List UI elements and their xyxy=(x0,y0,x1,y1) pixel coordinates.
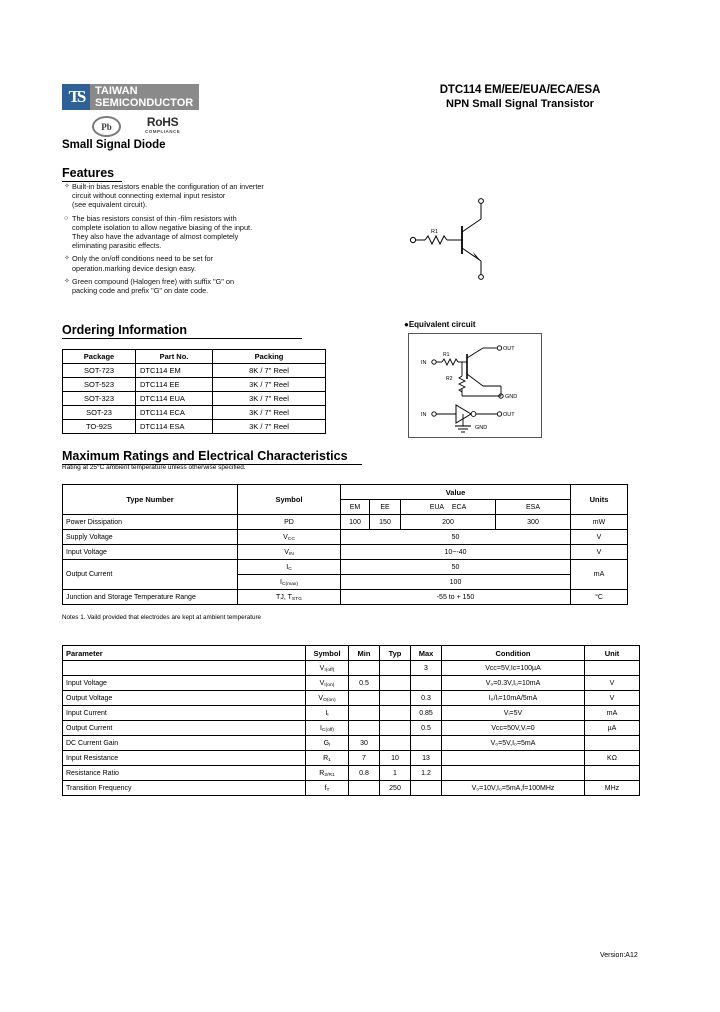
column-header-max: Max xyxy=(411,646,442,661)
feature-line: complete isolation to allow negative biasing of the input. xyxy=(72,222,253,232)
subheader-eca: ECA xyxy=(451,503,467,511)
eq-in-label-1: IN xyxy=(421,360,427,366)
equivalent-circuit-label: ●Equivalent circuit xyxy=(404,320,476,329)
column-header-unit: Unit xyxy=(585,646,640,661)
row-label-temperature-range: Junction and Storage Temperature Range xyxy=(63,590,238,605)
cell-typ xyxy=(380,706,411,721)
unit-supply-voltage: V xyxy=(571,530,628,545)
symbol-vin xyxy=(238,545,341,560)
cell-min xyxy=(349,691,380,706)
rating-condition-note: Rating at 25°C ambient temperature unless otherwise specified. xyxy=(62,464,246,471)
cell-parameter: Output Voltage xyxy=(63,691,306,706)
eq-gnd-label-2: GND xyxy=(475,425,488,431)
value-input-voltage: 10~-40 xyxy=(341,545,571,560)
unit-temperature: °C xyxy=(571,590,628,605)
symbol-ic xyxy=(238,560,341,575)
cell-package: SOT-323 xyxy=(63,392,136,406)
cell-packing: 3K / 7" Reel xyxy=(213,406,326,420)
table-row xyxy=(63,676,640,691)
cell-unit: µA xyxy=(585,721,640,736)
symbol-ic-max xyxy=(238,575,341,590)
cell-unit xyxy=(585,766,640,781)
cell-unit xyxy=(585,661,640,676)
cell-part-no: DTC114 ECA xyxy=(136,406,213,420)
value-supply-voltage: 50 xyxy=(341,530,571,545)
symbol-main: V xyxy=(283,533,288,541)
feature-line: (see equivalent circuit). xyxy=(72,200,148,210)
device-type-title: NPN Small Signal Transistor xyxy=(446,98,594,110)
cell-parameter: Resistance Ratio xyxy=(63,766,306,781)
cell-parameter: Output Current xyxy=(63,721,306,736)
document-subtitle: Small Signal Diode xyxy=(62,139,166,151)
eq-out-label-2: OUT xyxy=(503,412,515,418)
table-row xyxy=(63,736,640,751)
symbol-main: I xyxy=(286,563,289,571)
cell-parameter: Input Voltage xyxy=(63,676,306,691)
symbol-pd: PD xyxy=(238,515,341,530)
table-row xyxy=(63,691,640,706)
cell-min: 7 xyxy=(349,751,380,766)
ordering-information-table xyxy=(62,349,326,434)
symbol-main: TJ, T xyxy=(276,593,292,601)
table-row xyxy=(63,706,640,721)
column-header-parameter: Parameter xyxy=(63,646,306,661)
value-pd-eua: 200 xyxy=(401,515,496,530)
table-row xyxy=(63,420,326,434)
symbol-sub: STG xyxy=(291,596,302,602)
feature-line: circuit without connecting external input resistor xyxy=(72,191,226,201)
table-row xyxy=(63,378,326,392)
cell-typ: 1 xyxy=(380,766,411,781)
cell-condition: V₀=0.3V,I₀=10mA xyxy=(442,676,585,691)
schematic-r1-label: R1 xyxy=(431,229,439,235)
column-header-symbol: Symbol xyxy=(306,646,349,661)
cell-condition: V₀=10V,I₀=5mA,f=100MHz xyxy=(442,781,585,796)
row-label-supply-voltage: Supply Voltage xyxy=(63,530,238,545)
symbol-sub: C xyxy=(288,566,292,572)
cell-min: 30 xyxy=(349,736,380,751)
cell-unit: V xyxy=(585,676,640,691)
symbol-tj-tstg xyxy=(238,590,341,605)
cell-min: 0.5 xyxy=(349,676,380,691)
unit-output-current: mA xyxy=(571,560,628,590)
cell-symbol: $V_{I(on)}$ xyxy=(306,676,349,691)
cell-unit xyxy=(585,736,640,751)
cell-max: 13 xyxy=(411,751,442,766)
table-footnote: Notes 1. Vaild provided that electrodes are kept at ambient temperature xyxy=(62,614,262,621)
value-temperature-range: -55 to + 150 xyxy=(341,590,571,605)
unit-pd: mW xyxy=(571,515,628,530)
cell-package: SOT-723 xyxy=(63,364,136,378)
table-row xyxy=(63,590,628,605)
value-output-current: 50 xyxy=(341,560,571,575)
cell-parameter: Input Current xyxy=(63,706,306,721)
subcolumn-header-eua-eca xyxy=(401,500,496,515)
cell-typ: 10 xyxy=(380,751,411,766)
table-row xyxy=(63,751,640,766)
cell-typ: 250 xyxy=(380,781,411,796)
feature-line: packing code and prefix "G" on date code. xyxy=(72,286,209,296)
table-header-row xyxy=(63,646,640,661)
cell-max: 3 xyxy=(411,661,442,676)
value-output-current-max: 100 xyxy=(341,575,571,590)
feature-bullet-icon: ✧ xyxy=(64,183,70,190)
logo-line-2: SEMICONDUCTOR xyxy=(95,97,194,109)
rohs-sublabel: COMPLIANCE xyxy=(145,128,181,134)
cell-symbol: $R_1$ xyxy=(306,751,349,766)
cell-condition: Vᴄᴄ=50V,Vᵢ=0 xyxy=(442,721,585,736)
feature-item xyxy=(64,182,312,210)
eq-r1-label: R1 xyxy=(443,352,450,358)
rohs-badge xyxy=(145,114,181,137)
transistor-schematic-diagram xyxy=(405,193,525,283)
row-label-power-dissipation: Power Dissipation xyxy=(63,515,238,530)
eq-r2-label: R2 xyxy=(446,376,453,382)
rohs-label: RoHS xyxy=(146,114,179,129)
cell-min: 0.8 xyxy=(349,766,380,781)
cell-parameter: Input Resistance xyxy=(63,751,306,766)
cell-condition: V₀=5V,I₀=5mA xyxy=(442,736,585,751)
eq-out-label-1: OUT xyxy=(503,346,515,352)
cell-condition xyxy=(442,766,585,781)
table-header-row xyxy=(63,485,628,500)
column-header-typ: Typ xyxy=(380,646,411,661)
logo-mark-icon: TS xyxy=(62,84,90,110)
column-header-package: Package xyxy=(63,350,136,364)
table-row xyxy=(63,560,628,575)
feature-line: operation.marking device design easy. xyxy=(72,263,196,273)
feature-line: eliminating parasitic effects. xyxy=(72,241,162,251)
cell-packing: 3K / 7" Reel xyxy=(213,392,326,406)
column-header-packing: Packing xyxy=(213,350,326,364)
feature-item xyxy=(64,277,312,295)
ordering-information-heading: Ordering Information xyxy=(62,323,302,339)
feature-item xyxy=(64,254,312,272)
cell-unit: KΩ xyxy=(585,751,640,766)
row-label-input-voltage: Input Voltage xyxy=(63,545,238,560)
features-list xyxy=(64,182,312,299)
cell-symbol: $V_{O(on)}$ xyxy=(306,691,349,706)
cell-max: 0.3 xyxy=(411,691,442,706)
value-pd-esa: 300 xyxy=(496,515,571,530)
symbol-main: V xyxy=(284,548,289,556)
cell-symbol: $R_{2/R1}$ xyxy=(306,766,349,781)
unit-input-voltage: V xyxy=(571,545,628,560)
cell-part-no: DTC114 ESA xyxy=(136,420,213,434)
cell-symbol: $G_I$ xyxy=(306,736,349,751)
cell-typ xyxy=(380,736,411,751)
maximum-ratings-heading: Maximum Ratings and Electrical Characteristics xyxy=(62,449,362,465)
cell-symbol: $f_T$ xyxy=(306,781,349,796)
cell-symbol: $V_{I(off)}$ xyxy=(306,661,349,676)
cell-condition: Vᵢ=5V xyxy=(442,706,585,721)
table-row xyxy=(63,406,326,420)
column-header-type-number: Type Number xyxy=(63,485,238,515)
table-row xyxy=(63,545,628,560)
column-header-units: Units xyxy=(571,485,628,515)
cell-package: SOT-23 xyxy=(63,406,136,420)
feature-line: They also have the advantage of almost completely xyxy=(72,232,239,242)
feature-line: Green compound (Halogen free) with suffix "G" on xyxy=(72,276,235,286)
cell-unit: mA xyxy=(585,706,640,721)
feature-bullet-icon: ✧ xyxy=(64,277,70,285)
table-row xyxy=(63,721,640,736)
symbol-main: I xyxy=(280,578,282,586)
cell-packing: 3K / 7" Reel xyxy=(213,420,326,434)
feature-bullet-icon: ✧ xyxy=(64,255,70,263)
cell-max: 0.85 xyxy=(411,706,442,721)
symbol-sub: CC xyxy=(287,536,295,542)
part-number-title: DTC114 EM/EE/EUA/ECA/ESA xyxy=(439,84,601,96)
eq-in-label-2: IN xyxy=(421,412,427,418)
cell-unit: V xyxy=(585,691,640,706)
column-header-part-no: Part No. xyxy=(136,350,213,364)
cell-parameter: Transition Frequency xyxy=(63,781,306,796)
cell-unit: MHz xyxy=(585,781,640,796)
table-row xyxy=(63,515,628,530)
cell-condition: I₀/Iᵢ=10mA/5mA xyxy=(442,691,585,706)
column-header-condition: Condition xyxy=(442,646,585,661)
cell-typ xyxy=(380,721,411,736)
table-row xyxy=(63,766,640,781)
table-row xyxy=(63,364,326,378)
cell-parameter: DC Current Gain xyxy=(63,736,306,751)
subheader-eua: EUA xyxy=(429,503,445,511)
document-version: Version:A12 xyxy=(600,952,638,959)
logo-company-name xyxy=(90,84,199,110)
cell-max xyxy=(411,736,442,751)
feature-bullet-icon: ○ xyxy=(64,214,69,222)
cell-min xyxy=(349,706,380,721)
cell-min xyxy=(349,781,380,796)
equivalent-circuit-diagram xyxy=(408,333,542,438)
document-title xyxy=(360,84,680,110)
table-row xyxy=(63,530,628,545)
cell-symbol: $I_{C(off)}$ xyxy=(306,721,349,736)
feature-item xyxy=(64,214,312,251)
column-header-value: Value xyxy=(341,485,571,500)
cell-packing: 3K / 7" Reel xyxy=(213,378,326,392)
subcolumn-header-ee: EE xyxy=(370,500,401,515)
cell-part-no: DTC114 EUA xyxy=(136,392,213,406)
column-header-min: Min xyxy=(349,646,380,661)
cell-part-no: DTC114 EE xyxy=(136,378,213,392)
column-header-symbol: Symbol xyxy=(238,485,341,515)
feature-line: The bias resistors consist of thin -film resistors with xyxy=(72,213,237,223)
cell-typ xyxy=(380,691,411,706)
cell-max: 0.5 xyxy=(411,721,442,736)
cell-typ xyxy=(380,661,411,676)
cell-package: TO-92S xyxy=(63,420,136,434)
table-row xyxy=(63,781,640,796)
cell-max xyxy=(411,676,442,691)
table-row xyxy=(63,661,640,676)
symbol-vcc xyxy=(238,530,341,545)
symbol-sub: C(max) xyxy=(281,581,298,587)
maximum-ratings-table xyxy=(62,484,628,605)
compliance-badges xyxy=(92,116,180,137)
logo-line-1: TAIWAN xyxy=(95,85,138,97)
features-heading: Features xyxy=(62,166,122,182)
table-header-row xyxy=(63,350,326,364)
company-logo xyxy=(62,84,199,110)
symbol-sub: IN xyxy=(288,551,294,557)
cell-package: SOT-523 xyxy=(63,378,136,392)
subcolumn-header-em: EM xyxy=(341,500,370,515)
cell-parameter xyxy=(63,661,306,676)
eq-gnd-label-1: GND xyxy=(505,394,518,400)
value-pd-em: 100 xyxy=(341,515,370,530)
cell-min xyxy=(349,721,380,736)
cell-part-no: DTC114 EM xyxy=(136,364,213,378)
row-label-output-current: Output Current xyxy=(63,560,238,590)
cell-packing: 8K / 7" Reel xyxy=(213,364,326,378)
table-row xyxy=(63,392,326,406)
cell-typ xyxy=(380,676,411,691)
subcolumn-header-esa: ESA xyxy=(496,500,571,515)
cell-condition xyxy=(442,751,585,766)
feature-line: Built-in bias resistors enable the configuration of an inverter xyxy=(72,182,264,191)
cell-symbol: $I_I$ xyxy=(306,706,349,721)
cell-min xyxy=(349,661,380,676)
lead-free-pb-icon: Pb xyxy=(92,116,121,137)
cell-max xyxy=(411,781,442,796)
electrical-characteristics-table xyxy=(62,645,640,796)
feature-line: Only the on/off conditions need to be set for xyxy=(72,254,214,264)
cell-max: 1.2 xyxy=(411,766,442,781)
value-pd-ee: 150 xyxy=(370,515,401,530)
cell-condition: Vᴄᴄ=5V,Iᴄ=100µA xyxy=(442,661,585,676)
